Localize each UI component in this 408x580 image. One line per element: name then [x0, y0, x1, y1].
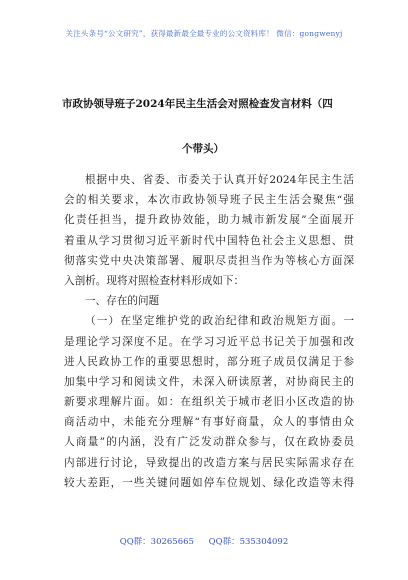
paragraph-line: 较大差距，一些关键问题如停车位规划、绿化改造等未得 [64, 476, 354, 489]
document-body [64, 170, 354, 493]
paragraph-line: 内部进行讨论，导致提出的改造方案与居民实际需求存在 [64, 456, 354, 469]
paragraph-line: 进人民政协工作的重要思想时，部分班子成员仅满足于参 [64, 355, 354, 368]
paragraph-line: 化责任担当，提升政协效能，助力城市新发展”全面展开 [64, 214, 354, 227]
paragraph-line: 着重从学习贯彻习近平新时代中国特色社会主义思想、贯 [64, 234, 354, 247]
document-title-line-2: 个带头） [182, 143, 224, 155]
paragraph-line: 人商量”的内涵，没有广泛发动群众参与，仅在政协委员 [64, 436, 354, 449]
section-heading: 一、存在的问题 [85, 295, 160, 308]
paragraph-line: 彻落实党中央决策部署、履职尽责担当作为等核心方面深 [64, 254, 354, 267]
header-banner: 关注头条号“公文研究”，获得最新最全最专业的公文资料库！ 微信：gongwenyj [65, 29, 343, 38]
paragraph-line: 根据中央、省委、市委关于认真开好2024年民主生活 [85, 174, 354, 186]
paragraph-line: 会的相关要求，本次市政协领导班子民主生活会聚焦“强 [64, 194, 354, 207]
paragraph-line: 加集中学习和阅读文件，未深入研读原著，对协商民主的 [64, 375, 354, 388]
document-title-line-1: 市政协领导班子2024年民主生活会对照检查发言材料（四 [62, 98, 333, 110]
footer-qq-group-1: QQ群：30265665 [119, 537, 194, 547]
footer-contact [0, 535, 408, 547]
footer-qq-group-2: QQ群：535304092 [208, 537, 289, 547]
paragraph-line: 是理论学习深度不足。在学习习近平总书记关于加强和改 [64, 335, 354, 348]
paragraph-line: （一）在坚定维护党的政治纪律和政治规矩方面。一 [85, 315, 354, 328]
paragraph-line: 新要求理解片面。如：在组织关于城市老旧小区改造的协 [64, 396, 354, 409]
paragraph-line: 入剖析。现将对照检查材料形成如下： [64, 274, 245, 287]
paragraph-line: 商活动中，未能充分理解“有事好商量，众人的事情由众 [64, 416, 354, 429]
